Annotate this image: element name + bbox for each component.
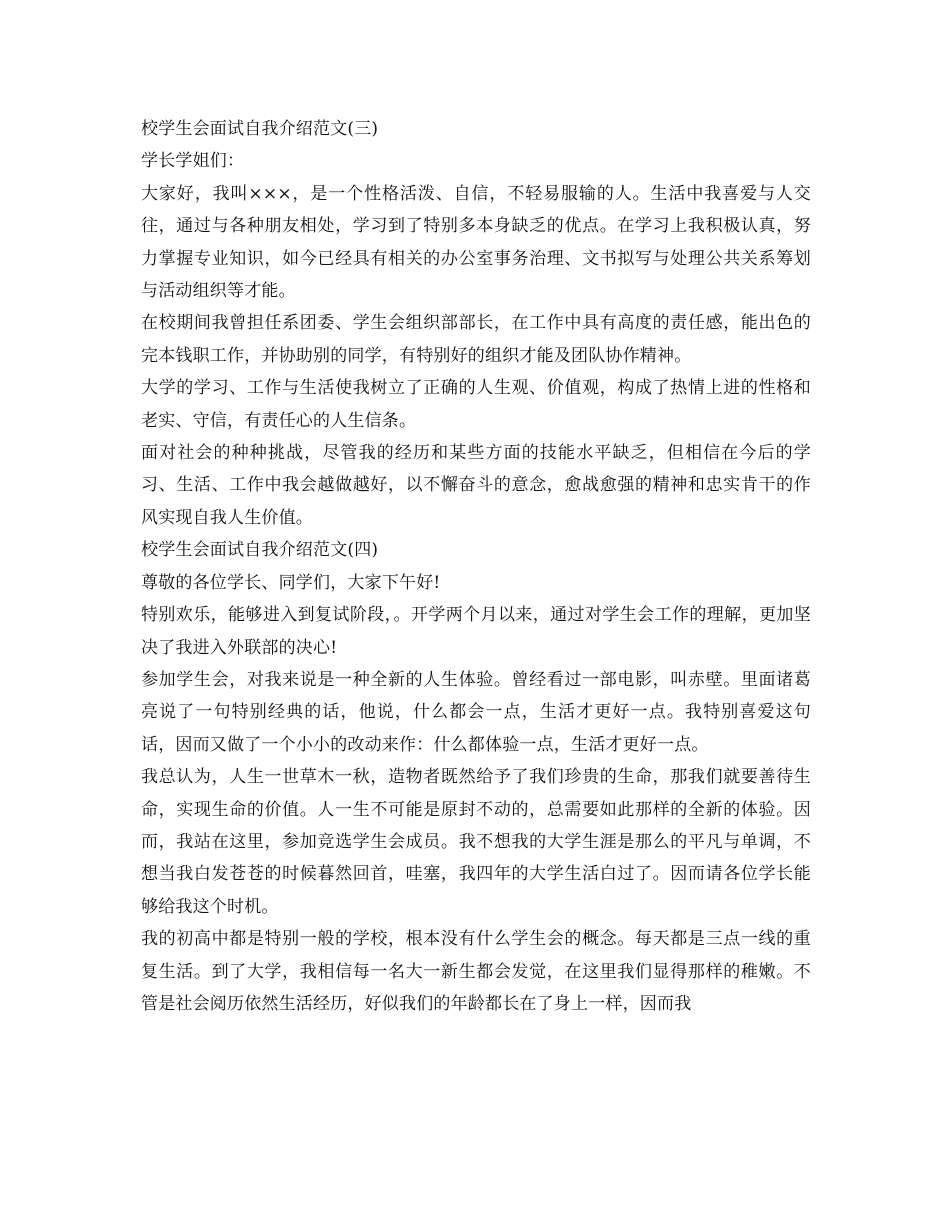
body-paragraph: 在校期间我曾担任系团委、学生会组织部部长，在工作中具有高度的责任感，能出色的完本钱职工作，并协助别的同学，有特别好的组织才能及团队协作精神。 [141, 313, 811, 366]
body-paragraph: 大家好，我叫×××，是一个性格活泼、自信，不轻易服输的人。生活中我喜爱与人交往，通过与各种朋友相处，学习到了特别多本身缺乏的优点。在学习上我积极认真，努力掌握专业知识，如今已经具有相关的办公室事务治理、文书拟写与处理公共关系筹划与活动组织等才能。 [141, 183, 811, 302]
salutation: 尊敬的各位学长、同学们，大家下午好! [141, 572, 441, 593]
body-paragraph: 特别欢乐，能够进入到复试阶段，。开学两个月以来，通过对学生会工作的理解，更加坚决了我进入外联部的决心! [141, 605, 811, 658]
body-paragraph: 我的初高中都是特别一般的学校，根本没有什么学生会的概念。每天都是三点一线的重复生活。到了大学，我相信每一名大一新生都会发觉，在这里我们显得那样的稚嫩。不管是社会阅历依然生活经历，好似我们的年龄都长在了身上一样，因而我 [141, 929, 811, 1014]
body-paragraph: 参加学生会，对我来说是一种全新的人生体验。曾经看过一部电影，叫赤壁。里面诸葛亮说了一句特别经典的话，他说，什么都会一点，生活才更好一点。我特别喜爱这句话，因而又做了一个小小的改动来作：什么都体验一点，生活才更好一点。 [141, 669, 811, 755]
salutation: 学长学姐们： [141, 151, 245, 172]
body-paragraph: 大学的学习、工作与生活使我树立了正确的人生观、价值观，构成了热情上进的性格和老实、守信，有责任心的人生信条。 [141, 378, 811, 431]
section-heading-3: 校学生会面试自我介绍范文(三) [141, 119, 379, 139]
section-heading-4: 校学生会面试自我介绍范文(四) [141, 540, 379, 561]
document-page [141, 113, 811, 1020]
body-paragraph: 我总认为，人生一世草木一秋，造物者既然给予了我们珍贵的生命，那我们就要善待生命，实现生命的价值。人一生不可能是原封不动的，总需要如此那样的全新的体验。因而，我站在这里，参加竞选学生会成员。我不想我的大学生涯是那么的平凡与单调，不想当我白发苍苍的时候暮然回首，哇塞，我四年的大学生活白过了。因而请各位学长能够给我这个时机。 [141, 767, 811, 917]
body-paragraph: 面对社会的种种挑战，尽管我的经历和某些方面的技能水平缺乏，但相信在今后的学习、生活、工作中我会越做越好，以不懈奋斗的意念，愈战愈强的精神和忠实肯干的作风实现自我人生价值。 [141, 443, 811, 528]
